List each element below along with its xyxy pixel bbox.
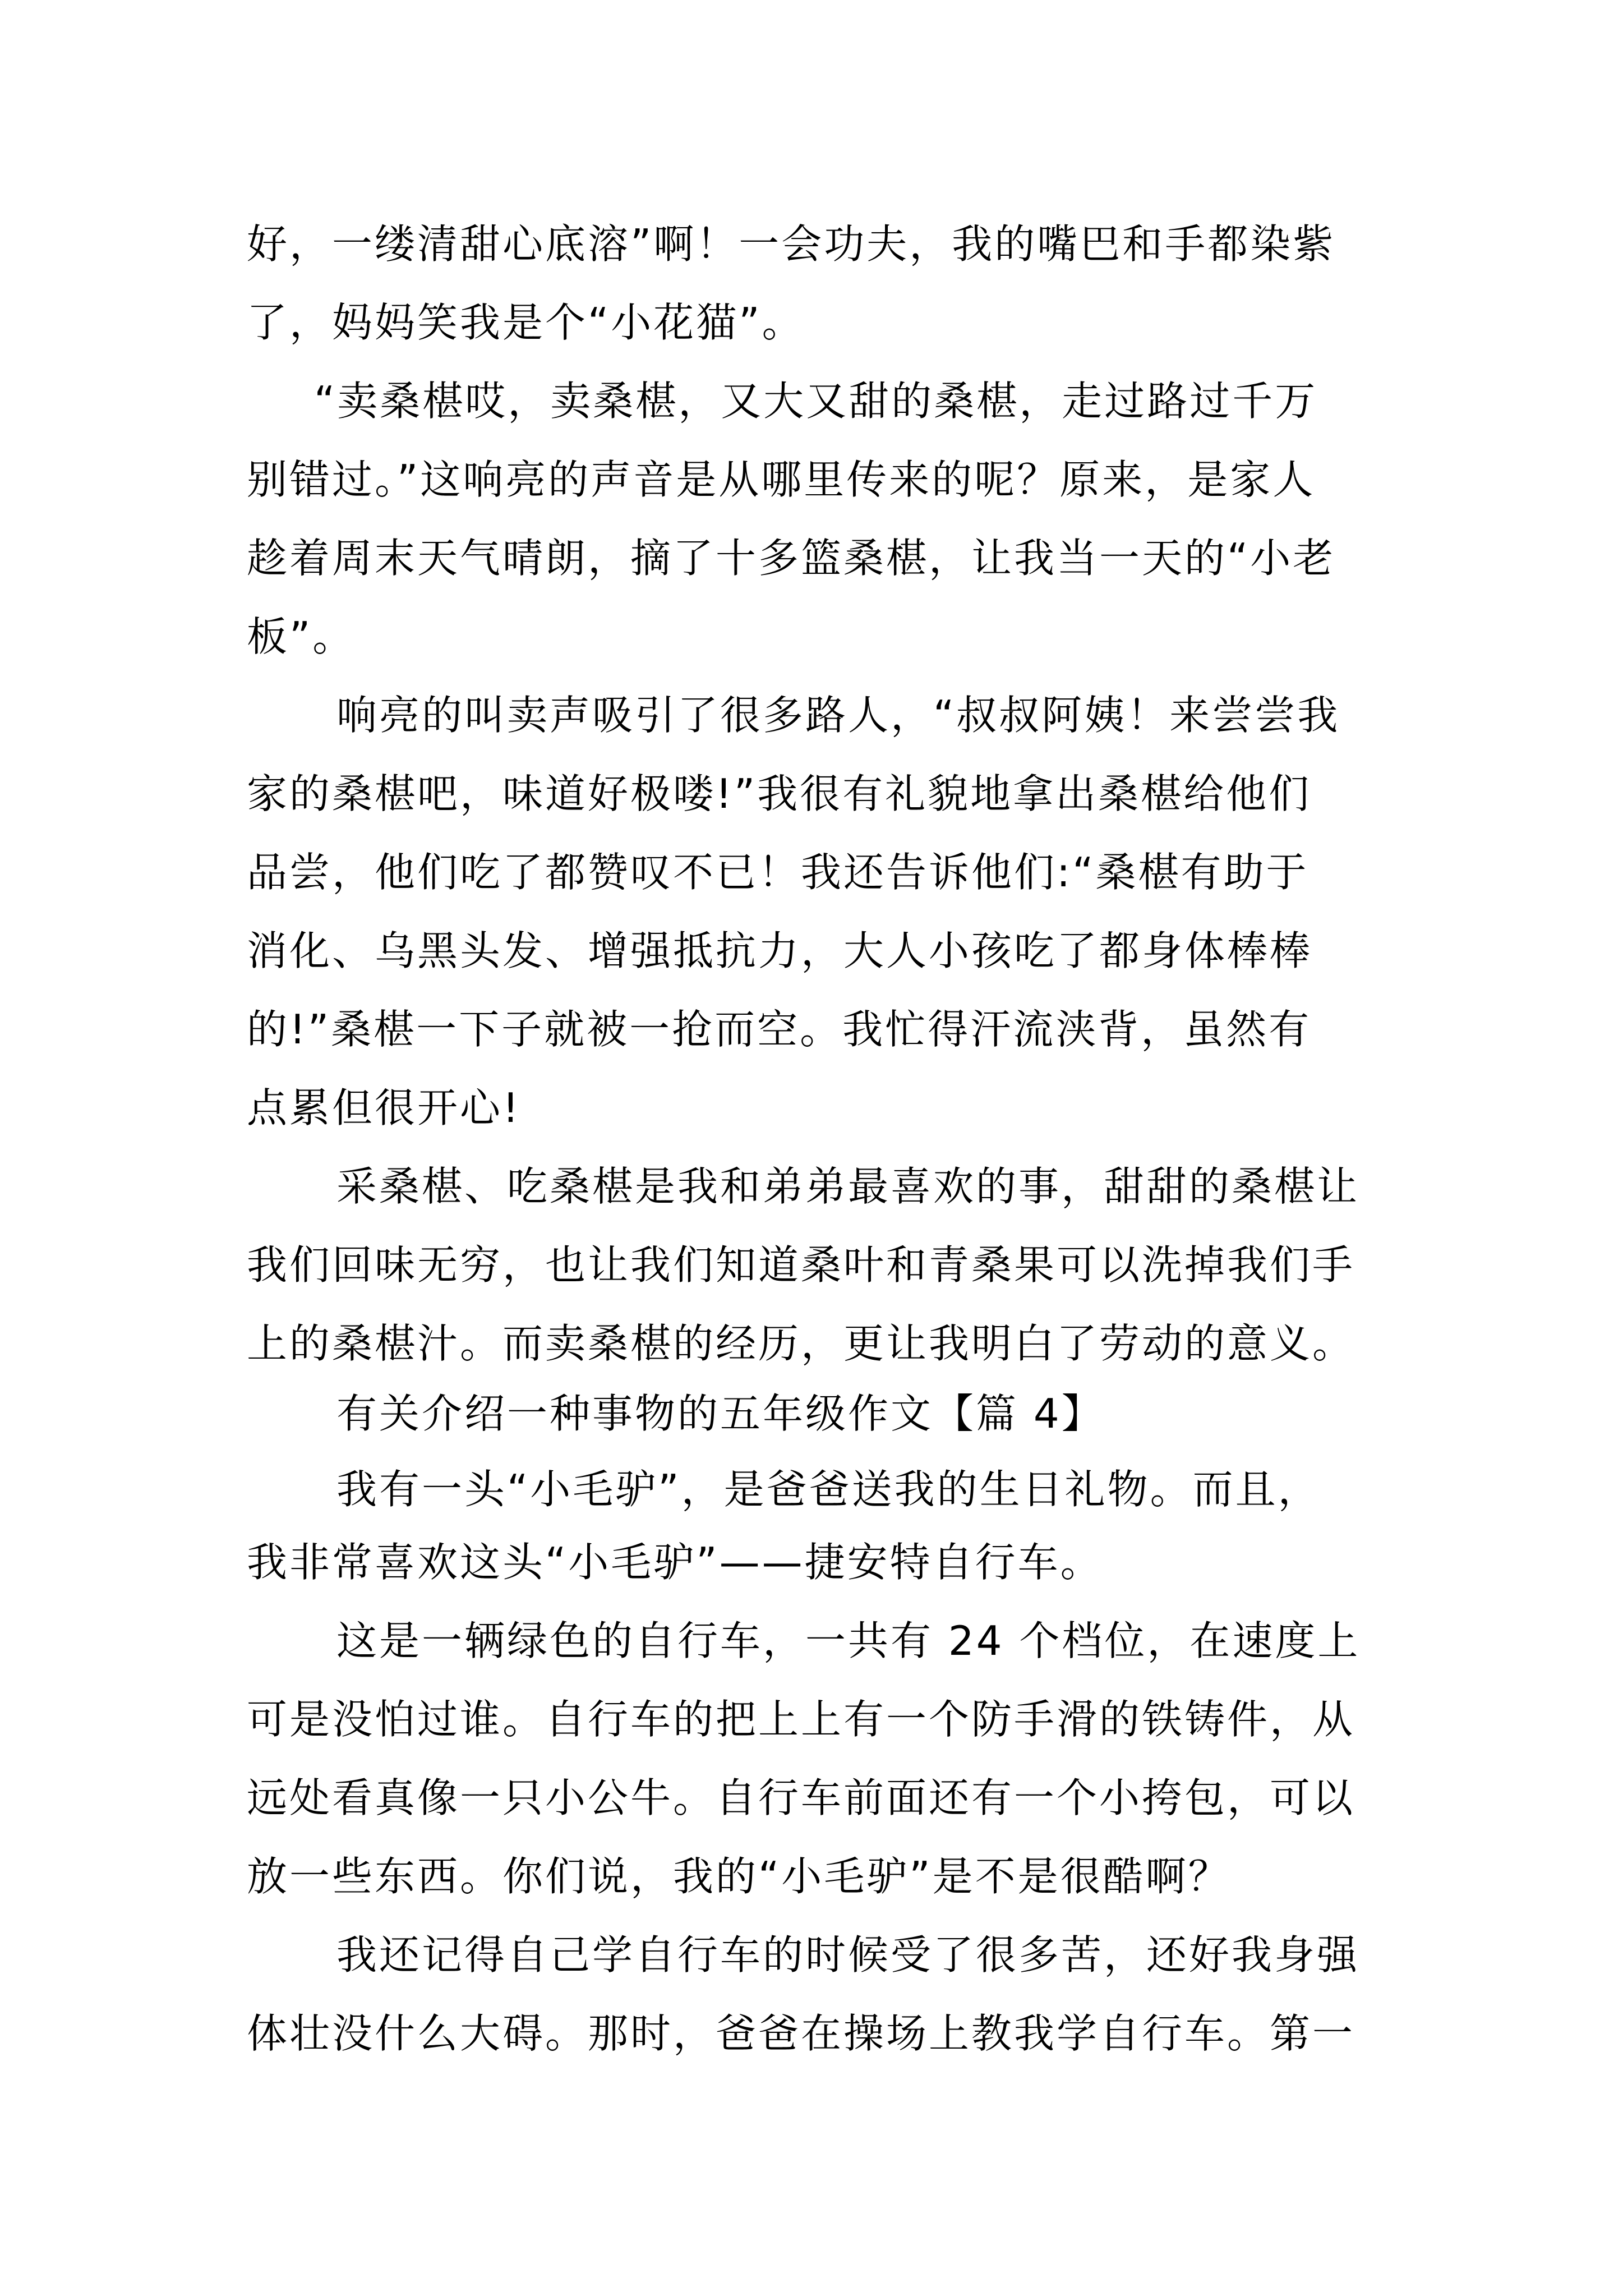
text-line: 板”。 [247, 613, 356, 660]
text-line: 我还记得自己学自行车的时候受了很多苦，还好我身强 [336, 1931, 1360, 1978]
text-line: 采桑椹、吃桑椹是我和弟弟最喜欢的事，甜甜的桑椹让 [336, 1163, 1360, 1210]
text-line: 趁着周末天气晴朗，摘了十多篮桑椹，让我当一天的“小老 [247, 535, 1336, 582]
text-line: 家的桑椹吧，味道好极喽!”我很有礼貌地拿出桑椹给他们 [247, 770, 1312, 817]
text-line: 体壮没什么大碍。那时，爸爸在操场上教我学自行车。第一 [247, 2010, 1355, 2057]
text-line: 别错过。”这响亮的声音是从哪里传来的呢？原来，是家人 [247, 456, 1316, 503]
text-line: 响亮的叫卖声吸引了很多路人，“叔叔阿姨！来尝尝我 [336, 692, 1340, 739]
text-line: 我非常喜欢这头“小毛驴”——捷安特自行车。 [247, 1539, 1103, 1586]
text-line: 这是一辆绿色的自行车，一共有 24 个档位，在速度上 [336, 1617, 1361, 1664]
section-heading: 有关介绍一种事物的五年级作文【篇 4】 [336, 1390, 1104, 1437]
text-line: 我有一头“小毛驴”，是爸爸送我的生日礼物。而且， [336, 1466, 1321, 1513]
text-line: 远处看真像一只小公牛。自行车前面还有一个小挎包，可以 [247, 1774, 1355, 1821]
text-line: 了，妈妈笑我是个“小花猫”。 [247, 299, 805, 346]
text-line: 的!”桑椹一下子就被一抢而空。我忙得汗流浃背，虽然有 [247, 1006, 1312, 1053]
text-line: 消化、乌黑头发、增强抵抗力，大人小孩吃了都身体棒棒 [247, 927, 1313, 974]
text-line: 可是没怕过谁。自行车的把上上有一个防手滑的铁铸件，从 [247, 1696, 1355, 1743]
text-line: 好，一缕清甜心底溶”啊！一会功夫，我的嘴巴和手都染紫 [247, 220, 1336, 268]
text-line: “卖桑椹哎，卖桑椹，又大又甜的桑椹，走过路过千万 [314, 378, 1318, 425]
text-line: 点累但很开心! [247, 1084, 521, 1131]
text-line: 品尝，他们吃了都赞叹不已！我还告诉他们:“桑椹有助于 [247, 849, 1309, 896]
text-line: 上的桑椹汁。而卖桑椹的经历，更让我明白了劳动的意义。 [247, 1320, 1355, 1367]
text-line: 我们回味无穷，也让我们知道桑叶和青桑果可以洗掉我们手 [247, 1241, 1355, 1289]
text-line: 放一些东西。你们说，我的“小毛驴”是不是很酷啊？ [247, 1853, 1231, 1900]
